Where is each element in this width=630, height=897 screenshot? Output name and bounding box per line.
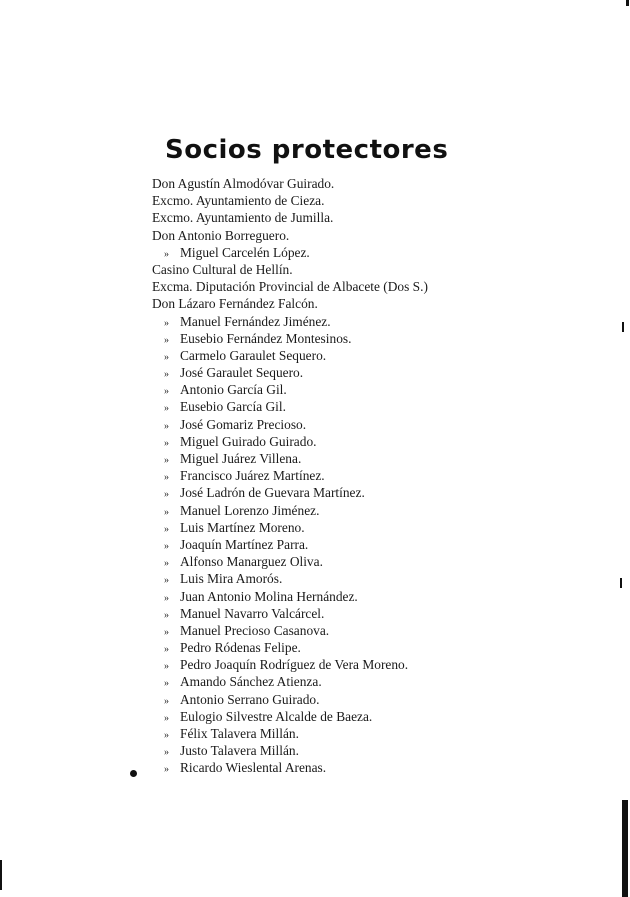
ditto-mark: » (164, 540, 169, 552)
member-entry (152, 519, 428, 536)
ditto-mark: » (164, 472, 169, 484)
member-entry (152, 175, 428, 192)
ditto-mark: » (164, 351, 169, 363)
ditto-mark: » (164, 644, 169, 656)
member-entry (152, 381, 428, 398)
ditto-mark: » (164, 661, 169, 673)
ditto-mark: » (164, 712, 169, 724)
member-name: Pedro Joaquín Rodríguez de Vera Moreno. (180, 657, 409, 673)
member-name: José Gomariz Precioso. (180, 416, 307, 432)
member-name: Alfonso Manarguez Oliva. (180, 554, 323, 570)
member-name: Eulogio Silvestre Alcalde de Baeza. (180, 708, 373, 724)
member-entry (152, 398, 428, 415)
scan-edge-mark-right (622, 322, 624, 332)
member-entry (152, 330, 428, 347)
member-entry (152, 708, 428, 725)
margin-bullet-mark (130, 770, 137, 777)
member-name: Manuel Fernández Jiménez. (180, 313, 331, 329)
member-list (152, 175, 428, 777)
ditto-mark: » (164, 455, 169, 466)
ditto-mark: » (164, 489, 169, 501)
member-entry (152, 588, 428, 605)
ditto-mark: » (164, 764, 169, 776)
ditto-mark: » (164, 609, 169, 621)
member-name: Antonio Serrano Guirado. (180, 691, 320, 707)
member-entry (152, 691, 428, 708)
member-name: Antonio García Gil. (180, 382, 287, 398)
member-name: Luis Mira Amorós. (180, 571, 283, 587)
member-entry (152, 244, 428, 261)
page-title: Socios protectores (165, 135, 449, 166)
member-entry (152, 502, 428, 519)
member-name: Luis Martínez Moreno. (180, 519, 305, 535)
member-entry (152, 622, 428, 639)
ditto-mark: » (164, 386, 169, 398)
member-entry (152, 416, 428, 433)
member-name: Francisco Juárez Martínez. (180, 468, 325, 484)
member-entry (152, 450, 428, 467)
scan-edge-mark-top (626, 0, 629, 6)
ditto-mark: » (164, 369, 169, 381)
ditto-mark: » (164, 437, 169, 449)
member-entry (152, 759, 428, 776)
member-name: Amando Sánchez Atienza. (180, 674, 322, 690)
member-entry (152, 295, 428, 312)
member-entry (152, 553, 428, 570)
ditto-mark: » (164, 747, 169, 759)
member-name: Eusebio Fernández Montesinos. (180, 330, 352, 346)
member-entry (152, 673, 428, 690)
ditto-mark: » (164, 420, 169, 432)
member-entry (152, 364, 428, 381)
member-entry (152, 261, 428, 278)
member-name: Manuel Lorenzo Jiménez. (180, 502, 320, 518)
member-name: Juan Antonio Molina Hernández. (180, 588, 358, 604)
member-name: Justo Talavera Millán. (180, 743, 299, 759)
ditto-mark: » (164, 248, 169, 260)
ditto-mark: » (164, 695, 169, 707)
member-name: Miguel Juárez Villena. (180, 451, 302, 466)
member-entry (152, 656, 428, 673)
member-name: Don Lázaro Fernández Falcón. (152, 296, 318, 312)
member-name: José Garaulet Sequero. (180, 365, 304, 381)
ditto-mark: » (164, 403, 169, 415)
member-entry (152, 570, 428, 587)
member-entry (152, 742, 428, 759)
member-name: Manuel Navarro Valcárcel. (180, 605, 325, 621)
member-entry (152, 467, 428, 484)
ditto-mark: » (164, 317, 169, 329)
member-name: Pedro Ródenas Felipe. (180, 640, 301, 656)
member-name: Ricardo Wieslental Arenas. (180, 760, 327, 776)
member-name: Excmo. Ayuntamiento de Cieza. (152, 193, 325, 209)
member-name: Eusebio García Gil. (180, 399, 286, 415)
ditto-mark: » (164, 523, 169, 535)
member-name: Carmelo Garaulet Sequero. (180, 347, 327, 363)
ditto-mark: » (164, 334, 169, 346)
ditto-mark: » (164, 575, 169, 587)
member-name: Joaquín Martínez Parra. (180, 536, 309, 552)
member-entry (152, 278, 428, 295)
member-entry (152, 536, 428, 553)
member-name: Manuel Precioso Casanova. (180, 622, 330, 638)
member-name: Félix Talavera Millán. (180, 726, 299, 741)
scan-edge-mark-right-2 (620, 578, 622, 588)
member-name: Don Antonio Borreguero. (152, 227, 290, 243)
member-entry (152, 433, 428, 450)
member-name: Miguel Carcelén López. (180, 244, 310, 260)
member-name: Miguel Guirado Guirado. (180, 433, 317, 449)
member-entry (152, 227, 428, 244)
member-name: Don Agustín Almodóvar Guirado. (152, 176, 335, 191)
ditto-mark: » (164, 626, 169, 638)
member-name: Excmo. Ayuntamiento de Jumilla. (152, 210, 334, 226)
member-name: José Ladrón de Guevara Martínez. (180, 485, 365, 501)
ditto-mark: » (164, 592, 169, 604)
member-entry (152, 725, 428, 742)
member-entry (152, 639, 428, 656)
member-entry (152, 313, 428, 330)
member-entry (152, 605, 428, 622)
member-entry (152, 192, 428, 209)
scan-edge-mark-bottom-right (622, 800, 628, 897)
member-name: Excma. Diputación Provincial de Albacete (Dos S.) (152, 279, 428, 295)
scan-edge-mark-bottom-left (0, 860, 2, 890)
member-entry (152, 347, 428, 364)
member-name: Casino Cultural de Hellín. (152, 261, 293, 277)
ditto-mark: » (164, 558, 169, 570)
ditto-mark: » (164, 506, 169, 518)
ditto-mark: » (164, 678, 169, 690)
ditto-mark: » (164, 730, 169, 741)
member-entry (152, 209, 428, 226)
member-entry (152, 484, 428, 501)
